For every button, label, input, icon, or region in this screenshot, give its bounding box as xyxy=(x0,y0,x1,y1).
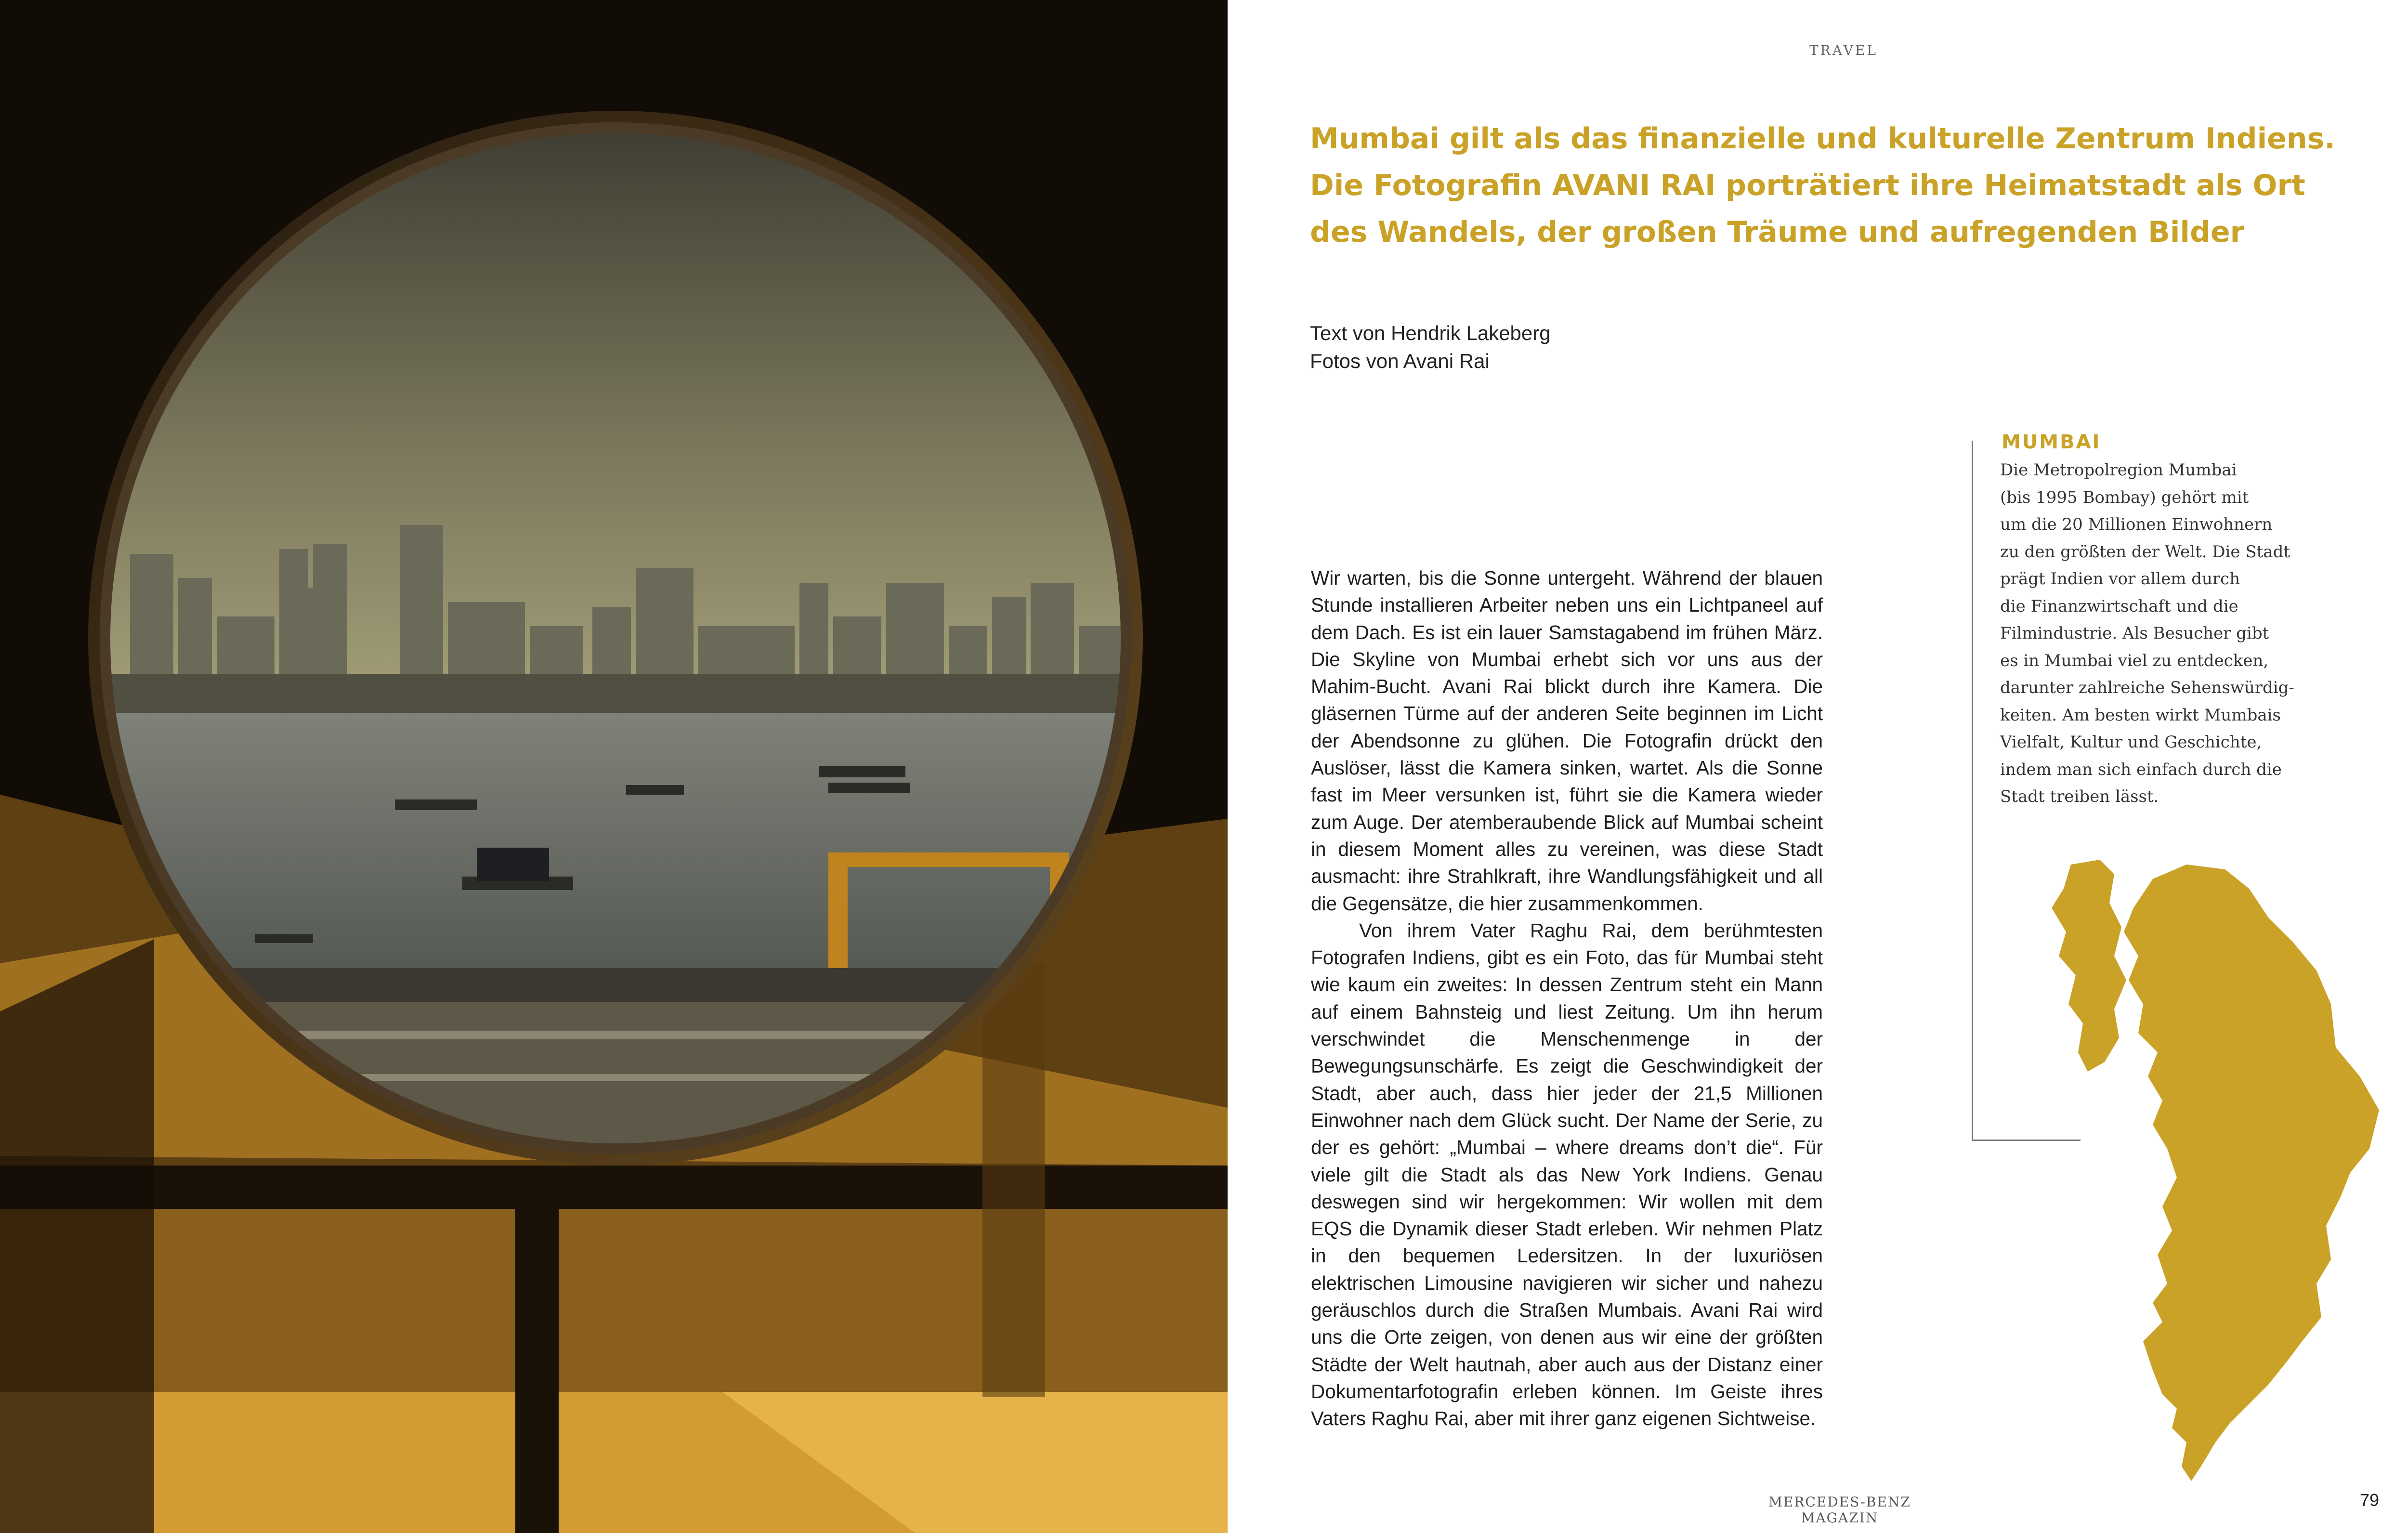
article-credits xyxy=(1310,319,1551,375)
info-box-title: MUMBAI xyxy=(2002,431,2101,453)
article-intro xyxy=(1310,116,2336,256)
photo-credit: Fotos von Avani Rai xyxy=(1310,350,1490,372)
section-label: TRAVEL xyxy=(1809,42,1878,58)
info-line: Die Metropolregion Mumbai xyxy=(2000,460,2237,480)
info-line: prägt Indien vor allem durch xyxy=(2000,569,2240,589)
info-line: es in Mumbai viel zu entdecken, xyxy=(2000,651,2269,670)
info-line: Stadt treiben lässt. xyxy=(2000,787,2159,806)
info-line: darunter zahlreiche Sehenswürdig- xyxy=(2000,678,2294,697)
info-line: die Finanzwirtschaft und die xyxy=(2000,596,2238,616)
info-line: um die 20 Millionen Einwohnern xyxy=(2000,515,2273,534)
info-box-rule xyxy=(1972,441,1973,1140)
body-paragraph: Wir warten, bis die Sonne untergeht. Während der blauen Stunde installieren Arbeiter neben uns ein Lichtpaneel auf dem Dach. Es ist ein lauer Samstagabend im frühen März. Die Skyline von Mumbai erhebt sich vor uns aus der Mahim-Bucht. Avani Rai blickt durch ihre Kamera. Die gläsernen Türme auf der anderen Seite beginnen im Licht der Abendsonne zu glühen. Die Fotografin drückt den Auslöser, lässt die Kamera sinken, wartet. Als die Sonne fast im Meer versunken ist, führt sie die Kamera wieder zum Auge. Der atemberaubende Blick auf Mumbai scheint in diesem Moment alles zu vereinen, was diese Stadt ausmacht: ihre Strahlkraft, ihre Wandlungsfähigkeit und all die Gegensätze, die hier zusammenkommen. xyxy=(1311,567,1823,915)
magazine-footer: MERCEDES-BENZ MAGAZIN xyxy=(1768,1494,1911,1526)
info-line: zu den größten der Welt. Die Stadt xyxy=(2000,542,2290,562)
article-body xyxy=(1311,564,1823,1432)
info-line: Filmindustrie. Als Besucher gibt xyxy=(2000,624,2269,643)
map-salsette-island xyxy=(2052,860,2126,1072)
intro-line: des Wandels, der großen Träume und aufregenden Bilder xyxy=(1310,215,2245,249)
info-line: Vielfalt, Kultur und Geschichte, xyxy=(2000,733,2262,752)
mumbai-map xyxy=(2042,860,2379,1486)
intro-line: Mumbai gilt als das finanzielle und kulturelle Zentrum Indiens. xyxy=(1310,122,2336,156)
info-line: indem man sich einfach durch die xyxy=(2000,760,2282,779)
intro-line: Die Fotografin AVANI RAI porträtiert ihre Heimatstadt als Ort xyxy=(1310,169,2305,202)
info-box-text xyxy=(2000,457,2299,811)
page-number: 79 xyxy=(2360,1490,2380,1510)
info-line: keiten. Am besten wirkt Mumbais xyxy=(2000,705,2281,725)
text-credit: Text von Hendrik Lakeberg xyxy=(1310,322,1551,344)
map-mumbai-mainland xyxy=(2124,865,2379,1481)
body-paragraph: Von ihrem Vater Raghu Rai, dem berühmtesten Fotografen Indiens, gibt es ein Foto, das für Mumbai steht wie kaum ein zweites: In dessen Zentrum steht ein Mann auf einem Bahnsteig und liest Zeitung. Um ihn herum verschwindet die Menschenmenge in der Bewegungsunschärfe. Es zeigt die Geschwindigkeit der Stadt, aber auch, dass hier jeder der 21,5 Millionen Einwohner nach dem Glück sucht. Der Name der Serie, zu der es gehört: „Mumbai – where dreams don’t die“. Für viele gilt die Stadt als das New York Indiens. Genau deswegen sind wir hergekommen: Wir wollen mit dem EQS die Dynamik dieser Stadt erleben. Wir nehmen Platz in den bequemen Ledersitzen. In der luxuriösen elektrischen Limousine navigieren wir sicher und nahezu geräuschlos durch die Straßen Mumbais. Avani Rai wird uns die Orte zeigen, von denen aus wir eine der größten Städte der Welt hautnah, aber auch aus der Distanz einer Dokumentarfotografin erleben können. Im Geiste ihres Vaters Raghu Rai, aber mit ihrer ganz eigenen Sichtweise. xyxy=(1311,919,1823,1430)
info-line: (bis 1995 Bombay) gehört mit xyxy=(2000,487,2249,507)
